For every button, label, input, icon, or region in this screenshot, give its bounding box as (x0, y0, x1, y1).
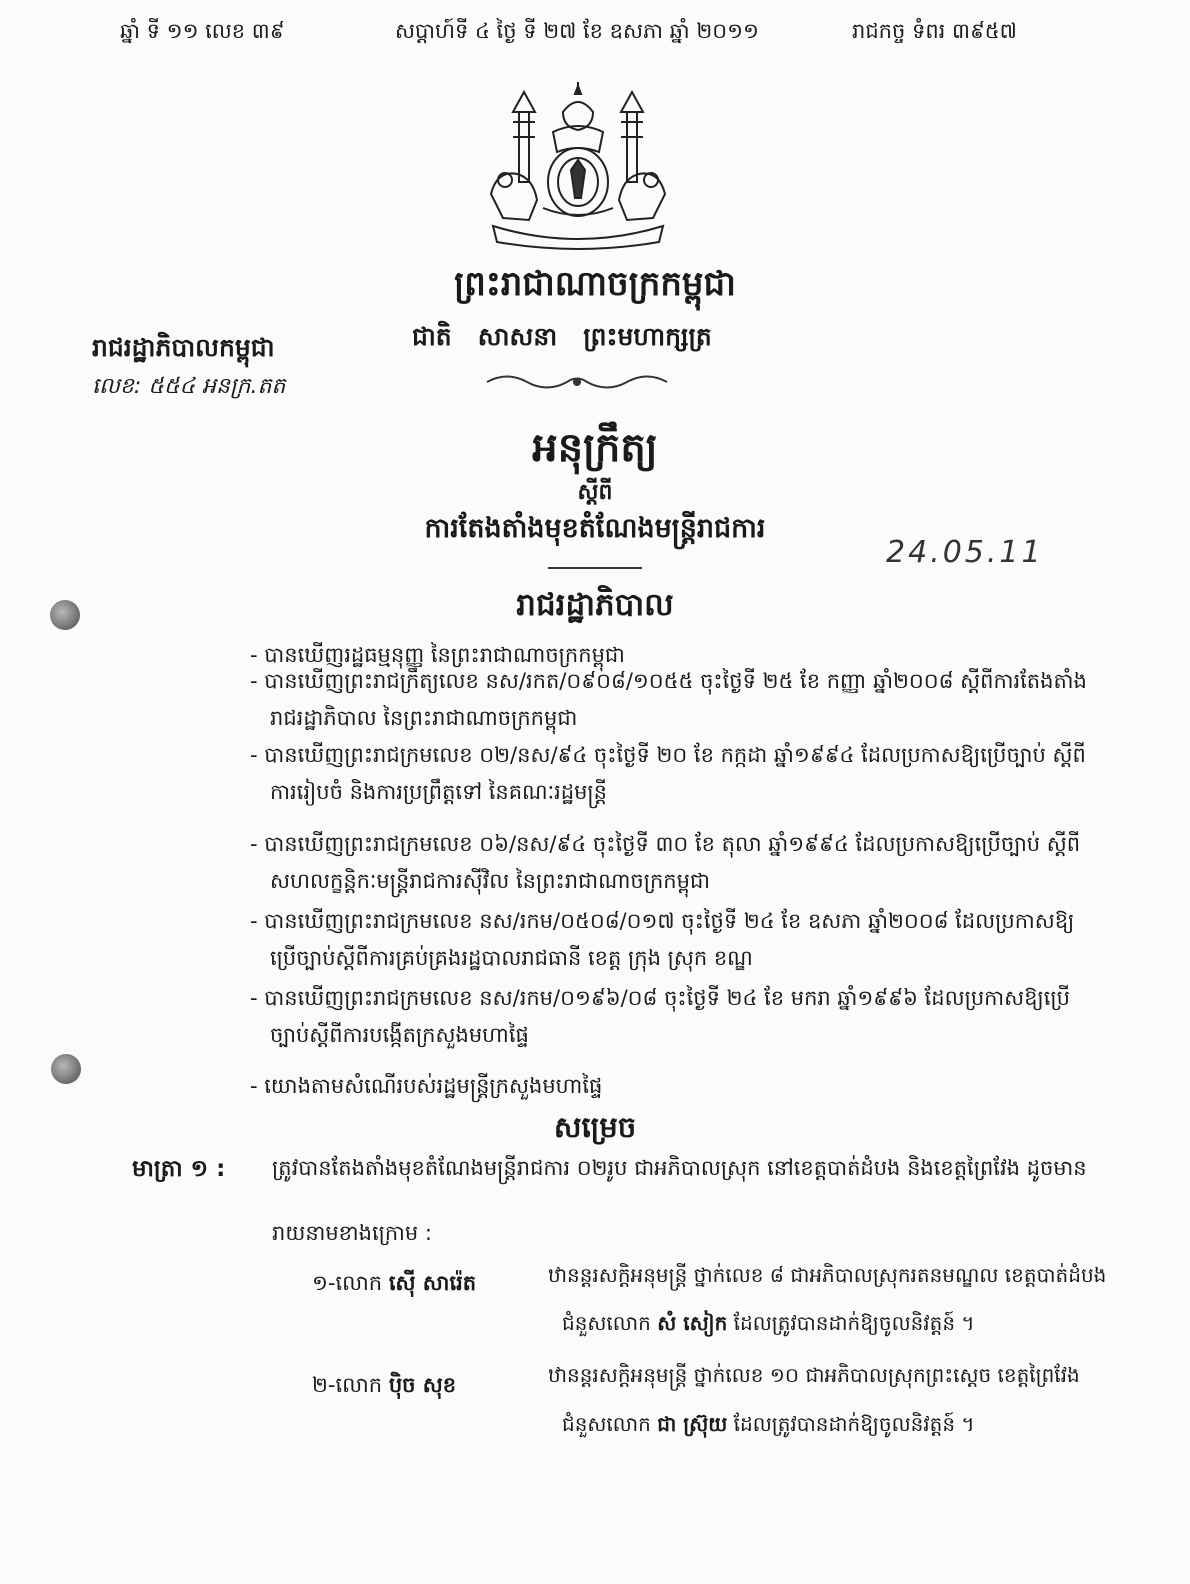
national-motto: ជាតិ សាសនា ព្រះមហាក្សត្រ (412, 322, 712, 351)
clause-line: - បានឃើញព្រះរាជក្រមលេខ ០២/នស/៩៤ ចុះថ្ងៃទី ២០ ខែ កក្កដា ឆ្នាំ១៩៩៤ ដែលប្រកាសឱ្យប្រើច្បាប់ ស្តីពី (250, 743, 1086, 767)
document-subject: ការតែងតាំងមុខតំណែងមន្ត្រីរាជការ (424, 513, 766, 544)
decree-number: លេខ: ៥៥៤ អនក្រ.តត (92, 374, 286, 399)
appointee-name (312, 1270, 476, 1301)
replaced-official: ជា ស្រ៊ុយ (657, 1412, 728, 1436)
appointee-full-name: ប៉ិច សុខ (388, 1373, 457, 1397)
gazette-year-issue: ឆ្នាំ ទី ១១ លេខ ៣៩ (120, 19, 285, 43)
document-type: អនុក្រឹត្យ (532, 425, 658, 471)
preamble-clause (250, 903, 1110, 977)
title-divider (548, 567, 642, 569)
appointee-full-name: ស៊ើ សារ៉េត (388, 1271, 477, 1295)
appointee-replacement (562, 1310, 975, 1340)
appointee-position: ឋានន្តរសក្តិអនុមន្ត្រី ថ្នាក់លេខ ១០ ជាអភិបាលស្រុកព្រះស្តេច ខេត្តព្រៃវែង (548, 1363, 1080, 1387)
appointee-position: ឋានន្តរសក្តិអនុមន្ត្រី ថ្នាក់លេខ ៨ ជាអភិបាលស្រុករតនមណ្ឌល ខេត្តបាត់ដំបង (548, 1263, 1107, 1287)
ornament-divider (482, 371, 672, 398)
clause-line: - បានឃើញព្រះរាជក្រឹត្យលេខ នស/រកត/០៩០៨/១០៥៥ ចុះថ្ងៃទី ២៥ ខែ កញ្ញា ឆ្នាំ២០០៨ ស្តីពីការតែងតាំង (250, 669, 1087, 693)
royal-coat-of-arms-icon (483, 82, 673, 250)
clause-line: ប្រើច្បាប់ស្តីពីការគ្រប់គ្រងរដ្ឋបាលរាជធានី ខេត្ត ក្រុង ស្រុក ខណ្ឌ (270, 946, 753, 970)
clause-line: - បានឃើញព្រះរាជក្រមលេខ នស/រកម/០៥០៨/០១៧ ចុះថ្ងៃទី ២៤ ខែ ឧសភា ឆ្នាំ២០០៨ ដែលប្រកាសឱ្យ (250, 909, 1075, 933)
clause-line: - យោងតាមសំណើរបស់រដ្ឋមន្ត្រីក្រសួងមហាផ្ទៃ (250, 1074, 603, 1098)
preamble-clause (250, 737, 1110, 811)
clause-line: ច្បាប់ស្តីពីការបង្កើតក្រសួងមហាផ្ទៃ (270, 1023, 529, 1047)
kingdom-title: ព្រះរាជាណាចក្រកម្ពុជា (454, 264, 736, 304)
article-label: មាត្រា ១ : (132, 1156, 226, 1182)
preamble-clause (250, 826, 1110, 900)
clause-line: សហលក្ខន្តិកៈមន្ត្រីរាជការស៊ីវិល នៃព្រះរាជាណាចក្រកម្ពុជា (270, 869, 710, 893)
decision-title: សម្រេច (553, 1110, 637, 1144)
appointee-name (312, 1372, 456, 1403)
appointee-prefix: ១-លោក (312, 1271, 383, 1295)
handwritten-date: 24.05.11 (886, 535, 1044, 570)
clause-line: រាជរដ្ឋាភិបាល នៃព្រះរាជាណាចក្រកម្ពុជា (270, 706, 578, 730)
appointee-prefix: ២-លោក (312, 1373, 383, 1397)
replacement-reason: ដែលត្រូវបានដាក់ឱ្យចូលនិវត្តន៍ ។ (733, 1412, 975, 1436)
punch-hole (51, 1054, 81, 1084)
article-text: ត្រូវបានតែងតាំងមុខតំណែងមន្ត្រីរាជការ ០២រូប ជាអភិបាលស្រុក នៅខេត្តបាត់ដំបង និងខេត្តព្រៃវែង ដូចមាន (272, 1156, 1087, 1180)
clause-line: ការរៀបចំ និងការប្រព្រឹត្តទៅ នៃគណៈរដ្ឋមន្ត្រី (270, 780, 608, 804)
document-about: ស្តីពី (577, 480, 613, 505)
preamble-clause (250, 1068, 1110, 1105)
appointee-replacement (562, 1411, 975, 1441)
clause-line: - បានឃើញព្រះរាជក្រមលេខ នស/រកម/០១៩៦/០៨ ចុះថ្ងៃទី ២៤ ខែ មករា ឆ្នាំ១៩៩៦ ដែលប្រកាសឱ្យប្រើ (250, 986, 1070, 1010)
article-text: រាយនាមខាងក្រោម : (272, 1221, 432, 1245)
gazette-date: សប្តាហ៍ទី ៤ ថ្ងៃ ទី ២៧ ខែ ឧសភា ឆ្នាំ ២០១១ (395, 19, 759, 43)
punch-hole (50, 600, 80, 630)
body-title: រាជរដ្ឋាភិបាល (516, 587, 674, 623)
replacement-reason: ដែលត្រូវបានដាក់ឱ្យចូលនិវត្តន៍ ។ (733, 1311, 975, 1335)
preamble-clause (250, 980, 1110, 1054)
clause-line: - បានឃើញរដ្ឋធម្មនុញ្ញ នៃព្រះរាជាណាចក្រកម្ពុជា (250, 643, 625, 667)
replacement-prefix: ជំនួសលោក (562, 1311, 651, 1335)
issuer-name: រាជរដ្ឋាភិបាលកម្ពុជា (92, 333, 275, 362)
preamble-clause (250, 663, 1110, 737)
clause-line: - បានឃើញព្រះរាជក្រមលេខ ០៦/នស/៩៤ ចុះថ្ងៃទី ៣០ ខែ តុលា ឆ្នាំ១៩៩៤ ដែលប្រកាសឱ្យប្រើច្បាប់ ស្តីពី (250, 832, 1081, 856)
replacement-prefix: ជំនួសលោក (562, 1412, 651, 1436)
gazette-page-ref: រាជកច្ច ទំពរ ៣៩៥៧ (852, 19, 1017, 43)
replaced-official: សំ សៀក (657, 1311, 728, 1335)
